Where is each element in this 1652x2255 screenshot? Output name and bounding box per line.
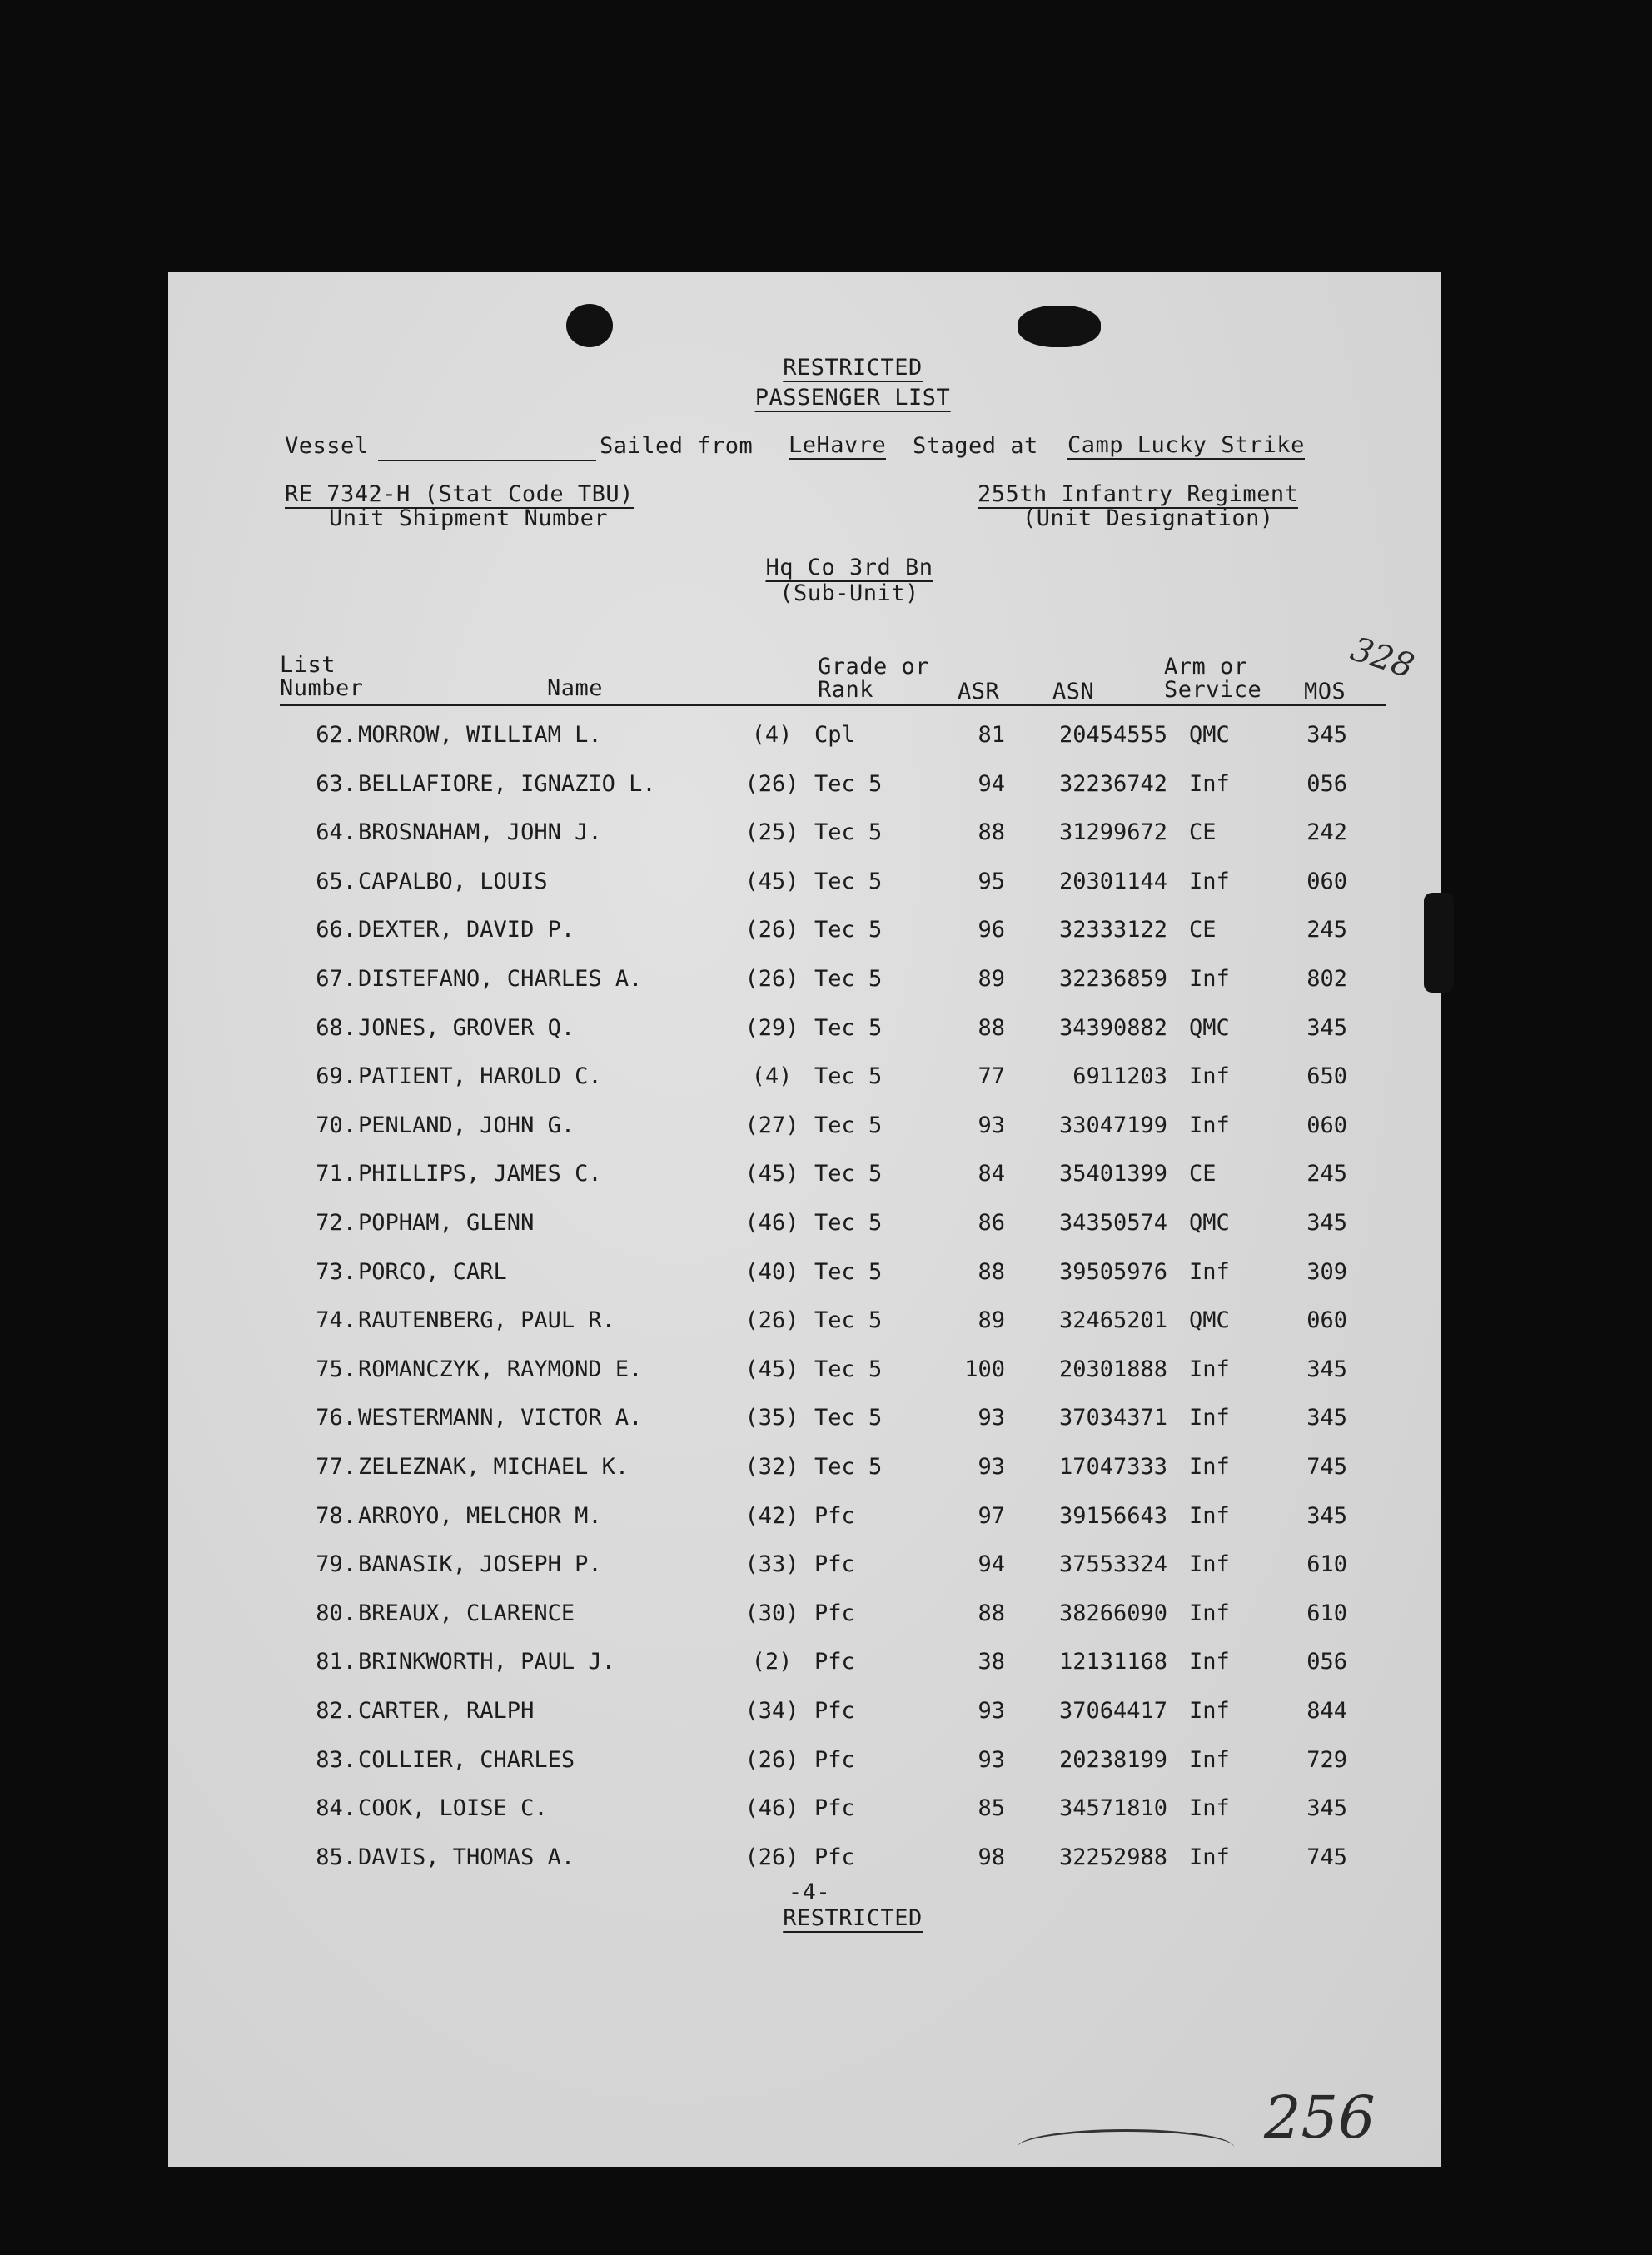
row-name: BANASIK, JOSEPH P.: [358, 1551, 602, 1578]
row-list-number: 67.: [316, 966, 356, 992]
row-rank: Pfc: [814, 1649, 855, 1675]
row-arm-service: Inf: [1189, 1258, 1230, 1285]
row-asr: 97: [978, 1502, 1005, 1529]
row-arm-service: QMC: [1189, 722, 1230, 748]
table-row: [168, 1795, 1441, 1844]
row-name: COLLIER, CHARLES: [358, 1746, 575, 1773]
row-mos: 844: [1306, 1698, 1347, 1724]
row-arm-service: QMC: [1189, 1210, 1230, 1236]
row-name: JONES, GROVER Q.: [358, 1014, 575, 1041]
row-grade-code: (26): [744, 1746, 799, 1773]
row-list-number: 75.: [316, 1356, 356, 1382]
row-name: ZELEZNAK, MICHAEL K.: [358, 1454, 629, 1480]
row-asr: 77: [978, 1063, 1005, 1090]
passenger-table: [168, 722, 1441, 1870]
table-row: [168, 917, 1441, 965]
row-arm-service: Inf: [1189, 868, 1230, 894]
row-asn: 34571810: [1058, 1795, 1167, 1822]
row-asn: 37064417: [1058, 1698, 1167, 1724]
row-asn: 20301888: [1058, 1356, 1167, 1382]
row-list-number: 83.: [316, 1746, 356, 1773]
row-arm-service: CE: [1189, 917, 1217, 943]
row-asn: 20301144: [1058, 868, 1167, 894]
row-asn: 32236859: [1058, 966, 1167, 992]
row-arm-service: Inf: [1189, 1356, 1230, 1382]
row-rank: Tec 5: [814, 1258, 883, 1285]
row-name: CARTER, RALPH: [358, 1698, 535, 1724]
row-arm-service: Inf: [1189, 1551, 1230, 1578]
row-list-number: 74.: [316, 1307, 356, 1334]
table-row: [168, 1015, 1441, 1063]
row-list-number: 69.: [316, 1063, 356, 1090]
row-grade-code: (4): [751, 1063, 793, 1090]
row-arm-service: Inf: [1189, 966, 1230, 992]
row-rank: Pfc: [814, 1698, 855, 1724]
row-mos: 056: [1306, 770, 1347, 797]
row-asr: 38: [978, 1649, 1005, 1675]
row-asr: 88: [978, 1014, 1005, 1041]
row-rank: Pfc: [814, 1746, 855, 1773]
row-asr: 88: [978, 819, 1005, 846]
row-rank: Tec 5: [814, 1112, 883, 1138]
row-arm-service: Inf: [1189, 1405, 1230, 1431]
row-asr: 86: [978, 1210, 1005, 1236]
row-asn: 17047333: [1058, 1454, 1167, 1480]
row-asn: 20454555: [1058, 722, 1167, 748]
row-mos: 345: [1306, 722, 1347, 748]
row-rank: Pfc: [814, 1600, 855, 1626]
row-asr: 94: [978, 1551, 1005, 1578]
row-mos: 056: [1306, 1649, 1347, 1675]
row-rank: Pfc: [814, 1795, 855, 1822]
col-list-number-1: List: [280, 652, 336, 678]
col-arm-2: Service: [1164, 677, 1262, 703]
row-asr: 88: [978, 1258, 1005, 1285]
row-asn: 34390882: [1058, 1014, 1167, 1041]
row-rank: Tec 5: [814, 1356, 883, 1382]
row-list-number: 71.: [316, 1161, 356, 1187]
staged-at-value: Camp Lucky Strike: [1067, 432, 1305, 458]
table-row: [168, 1161, 1441, 1209]
table-row: [168, 1698, 1441, 1746]
table-row: [168, 1551, 1441, 1600]
row-asn: 6911203: [1072, 1063, 1167, 1090]
sub-unit-caption: (Sub-Unit): [779, 580, 919, 606]
classification-bottom: RESTRICTED: [783, 1905, 923, 1931]
row-rank: Tec 5: [814, 917, 883, 943]
row-list-number: 62.: [316, 722, 356, 748]
header-rule: [280, 704, 1386, 706]
classification-top: RESTRICTED: [783, 355, 923, 381]
row-arm-service: Inf: [1189, 770, 1230, 797]
row-asr: 94: [978, 770, 1005, 797]
row-asn: 38266090: [1058, 1600, 1167, 1626]
row-name: DAVIS, THOMAS A.: [358, 1844, 575, 1870]
row-name: BRINKWORTH, PAUL J.: [358, 1649, 615, 1675]
table-row: [168, 1307, 1441, 1356]
row-mos: 345: [1306, 1405, 1347, 1431]
vessel-blank-line: [378, 460, 596, 461]
pencil-stroke: [1018, 2129, 1234, 2165]
row-asr: 89: [978, 1307, 1005, 1334]
row-list-number: 63.: [316, 770, 356, 797]
row-grade-code: (45): [744, 1356, 799, 1382]
row-name: PATIENT, HAROLD C.: [358, 1063, 602, 1090]
row-list-number: 70.: [316, 1112, 356, 1138]
row-grade-code: (2): [751, 1649, 793, 1675]
row-mos: 610: [1306, 1551, 1347, 1578]
table-row: [168, 1210, 1441, 1258]
row-mos: 802: [1306, 966, 1347, 992]
row-grade-code: (45): [744, 1161, 799, 1187]
row-name: BELLAFIORE, IGNAZIO L.: [358, 770, 656, 797]
row-rank: Tec 5: [814, 1454, 883, 1480]
col-arm-1: Arm or: [1164, 654, 1248, 679]
row-name: POPHAM, GLENN: [358, 1210, 535, 1236]
row-grade-code: (32): [744, 1454, 799, 1480]
row-name: MORROW, WILLIAM L.: [358, 722, 602, 748]
row-arm-service: Inf: [1189, 1600, 1230, 1626]
row-asr: 96: [978, 917, 1005, 943]
sailed-from-label: Sailed from: [600, 433, 754, 459]
row-list-number: 79.: [316, 1551, 356, 1578]
row-asr: 98: [978, 1844, 1005, 1870]
row-list-number: 65.: [316, 868, 356, 894]
row-rank: Pfc: [814, 1844, 855, 1870]
list-title: PASSENGER LIST: [754, 385, 951, 411]
row-mos: 242: [1306, 819, 1347, 846]
table-row: [168, 1649, 1441, 1697]
row-mos: 610: [1306, 1600, 1347, 1626]
row-rank: Tec 5: [814, 1014, 883, 1041]
row-grade-code: (26): [744, 1844, 799, 1870]
row-arm-service: CE: [1189, 1161, 1217, 1187]
row-list-number: 77.: [316, 1454, 356, 1480]
col-mos: MOS: [1304, 679, 1346, 704]
row-name: COOK, LOISE C.: [358, 1795, 548, 1822]
row-arm-service: Inf: [1189, 1746, 1230, 1773]
sub-unit-value: Hq Co 3rd Bn: [765, 555, 933, 580]
row-list-number: 68.: [316, 1014, 356, 1041]
shipment-number-value: RE 7342-H (Stat Code TBU): [285, 481, 634, 507]
row-asr: 85: [978, 1795, 1005, 1822]
row-grade-code: (27): [744, 1112, 799, 1138]
row-list-number: 73.: [316, 1258, 356, 1285]
table-row: [168, 771, 1441, 819]
table-row: [168, 1113, 1441, 1161]
row-asr: 84: [978, 1161, 1005, 1187]
row-name: BROSNAHAM, JOHN J.: [358, 819, 602, 846]
punch-hole-right: [1018, 306, 1101, 347]
row-list-number: 82.: [316, 1698, 356, 1724]
row-rank: Cpl: [814, 722, 855, 748]
row-asr: 93: [978, 1405, 1005, 1431]
row-asn: 32465201: [1058, 1307, 1167, 1334]
row-asn: 34350574: [1058, 1210, 1167, 1236]
row-mos: 345: [1306, 1014, 1347, 1041]
row-rank: Tec 5: [814, 966, 883, 992]
row-list-number: 85.: [316, 1844, 356, 1870]
table-row: [168, 1454, 1441, 1502]
row-grade-code: (40): [744, 1258, 799, 1285]
row-arm-service: QMC: [1189, 1014, 1230, 1041]
row-rank: Tec 5: [814, 868, 883, 894]
row-list-number: 76.: [316, 1405, 356, 1431]
table-row: [168, 1259, 1441, 1307]
row-asn: 39156643: [1058, 1502, 1167, 1529]
row-arm-service: CE: [1189, 819, 1217, 846]
table-row: [168, 722, 1441, 770]
row-asn: 31299672: [1058, 819, 1167, 846]
row-arm-service: Inf: [1189, 1844, 1230, 1870]
row-arm-service: Inf: [1189, 1502, 1230, 1529]
row-list-number: 81.: [316, 1649, 356, 1675]
row-asr: 93: [978, 1454, 1005, 1480]
row-asn: 37034371: [1058, 1405, 1167, 1431]
row-name: ROMANCZYK, RAYMOND E.: [358, 1356, 643, 1382]
row-asr: 93: [978, 1698, 1005, 1724]
row-grade-code: (26): [744, 917, 799, 943]
row-asr: 81: [978, 722, 1005, 748]
row-name: WESTERMANN, VICTOR A.: [358, 1405, 643, 1431]
table-row: [168, 869, 1441, 917]
row-rank: Pfc: [814, 1502, 855, 1529]
row-name: RAUTENBERG, PAUL R.: [358, 1307, 615, 1334]
table-row: [168, 1356, 1441, 1405]
row-mos: 729: [1306, 1746, 1347, 1773]
row-arm-service: Inf: [1189, 1063, 1230, 1090]
row-rank: Tec 5: [814, 770, 883, 797]
row-mos: 245: [1306, 917, 1347, 943]
row-grade-code: (34): [744, 1698, 799, 1724]
row-mos: 345: [1306, 1795, 1347, 1822]
row-name: BREAUX, CLARENCE: [358, 1600, 575, 1626]
row-arm-service: Inf: [1189, 1454, 1230, 1480]
row-asn: 39505976: [1058, 1258, 1167, 1285]
table-row: [168, 1405, 1441, 1453]
col-asn: ASN: [1052, 679, 1095, 704]
vessel-label: Vessel: [285, 433, 369, 459]
table-row: [168, 819, 1441, 868]
row-asn: 32252988: [1058, 1844, 1167, 1870]
sailed-from-value: LeHavre: [789, 432, 887, 458]
row-mos: 345: [1306, 1356, 1347, 1382]
row-list-number: 84.: [316, 1795, 356, 1822]
row-arm-service: Inf: [1189, 1649, 1230, 1675]
row-rank: Pfc: [814, 1551, 855, 1578]
row-rank: Tec 5: [814, 1161, 883, 1187]
row-mos: 745: [1306, 1454, 1347, 1480]
document-page: [168, 272, 1441, 2167]
row-grade-code: (30): [744, 1600, 799, 1626]
row-name: ARROYO, MELCHOR M.: [358, 1502, 602, 1529]
row-arm-service: QMC: [1189, 1307, 1230, 1334]
row-asr: 89: [978, 966, 1005, 992]
handwritten-number-top: 328: [1346, 630, 1419, 686]
row-asr: 93: [978, 1112, 1005, 1138]
row-asn: 35401399: [1058, 1161, 1167, 1187]
row-list-number: 64.: [316, 819, 356, 846]
unit-designation-caption: (Unit Designation): [1023, 505, 1274, 531]
row-mos: 060: [1306, 868, 1347, 894]
row-grade-code: (26): [744, 770, 799, 797]
row-grade-code: (25): [744, 819, 799, 846]
row-asn: 37553324: [1058, 1551, 1167, 1578]
row-arm-service: Inf: [1189, 1795, 1230, 1822]
row-mos: 309: [1306, 1258, 1347, 1285]
row-rank: Tec 5: [814, 1063, 883, 1090]
table-row: [168, 1503, 1441, 1551]
col-list-number-2: Number: [280, 675, 364, 701]
row-grade-code: (4): [751, 722, 793, 748]
row-asn: 12131168: [1058, 1649, 1167, 1675]
row-list-number: 66.: [316, 917, 356, 943]
row-asr: 88: [978, 1600, 1005, 1626]
row-name: PHILLIPS, JAMES C.: [358, 1161, 602, 1187]
row-mos: 060: [1306, 1112, 1347, 1138]
row-rank: Tec 5: [814, 1405, 883, 1431]
row-asn: 32236742: [1058, 770, 1167, 797]
col-name: Name: [547, 675, 604, 701]
row-name: DISTEFANO, CHARLES A.: [358, 966, 643, 992]
row-rank: Tec 5: [814, 819, 883, 846]
page-number: -4-: [788, 1879, 831, 1905]
row-grade-code: (46): [744, 1210, 799, 1236]
row-grade-code: (33): [744, 1551, 799, 1578]
table-row: [168, 1063, 1441, 1112]
row-asr: 95: [978, 868, 1005, 894]
col-grade-2: Rank: [818, 677, 874, 703]
row-asn: 33047199: [1058, 1112, 1167, 1138]
row-asn: 20238199: [1058, 1746, 1167, 1773]
row-grade-code: (46): [744, 1795, 799, 1822]
table-row: [168, 966, 1441, 1014]
row-mos: 345: [1306, 1502, 1347, 1529]
row-name: PORCO, CARL: [358, 1258, 507, 1285]
shipment-number-caption: Unit Shipment Number: [329, 505, 609, 531]
row-mos: 060: [1306, 1307, 1347, 1334]
row-name: CAPALBO, LOUIS: [358, 868, 548, 894]
staged-at-label: Staged at: [913, 433, 1038, 459]
row-asr: 93: [978, 1746, 1005, 1773]
row-mos: 650: [1306, 1063, 1347, 1090]
row-asr: 100: [964, 1356, 1005, 1382]
row-rank: Tec 5: [814, 1210, 883, 1236]
row-list-number: 72.: [316, 1210, 356, 1236]
table-row: [168, 1747, 1441, 1795]
row-grade-code: (42): [744, 1502, 799, 1529]
unit-designation-value: 255th Infantry Regiment: [978, 481, 1299, 507]
row-grade-code: (35): [744, 1405, 799, 1431]
row-name: DEXTER, DAVID P.: [358, 917, 575, 943]
row-name: PENLAND, JOHN G.: [358, 1112, 575, 1138]
row-rank: Tec 5: [814, 1307, 883, 1334]
row-asn: 32333122: [1058, 917, 1167, 943]
col-asr: ASR: [958, 679, 1000, 704]
row-mos: 745: [1306, 1844, 1347, 1870]
row-arm-service: Inf: [1189, 1112, 1230, 1138]
col-grade-1: Grade or: [818, 654, 930, 679]
punch-hole-left: [566, 304, 613, 347]
table-row: [168, 1600, 1441, 1649]
row-grade-code: (26): [744, 1307, 799, 1334]
row-grade-code: (26): [744, 966, 799, 992]
handwritten-number-bottom: 256: [1264, 2083, 1376, 2152]
row-mos: 245: [1306, 1161, 1347, 1187]
row-list-number: 80.: [316, 1600, 356, 1626]
row-grade-code: (45): [744, 868, 799, 894]
row-arm-service: Inf: [1189, 1698, 1230, 1724]
row-list-number: 78.: [316, 1502, 356, 1529]
row-mos: 345: [1306, 1210, 1347, 1236]
row-grade-code: (29): [744, 1014, 799, 1041]
